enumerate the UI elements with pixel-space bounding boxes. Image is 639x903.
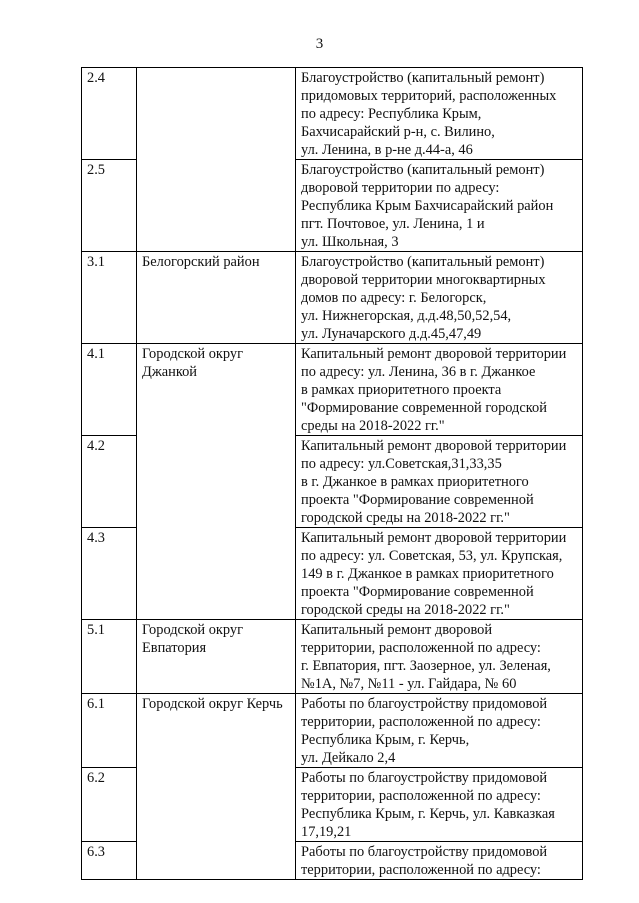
description-line: ул. Луначарского д.д.45,47,49 <box>301 326 482 342</box>
description-line: городской среды на 2018-2022 гг." <box>301 510 510 526</box>
table-row <box>82 620 583 694</box>
description-line: по адресу: ул. Советская, 53, ул. Крупская, <box>301 548 563 564</box>
municipality-cell: Городской округ Керчь <box>137 694 296 880</box>
row-number: 5.1 <box>82 620 137 694</box>
works-table-body <box>82 68 583 880</box>
description-line: Республика Крым, г. Керчь, ул. Кавказкая <box>301 806 555 822</box>
municipality-cell: Городской округ Джанкой <box>137 344 296 620</box>
table-row <box>82 694 583 768</box>
description-line: Капитальный ремонт дворовой территории <box>301 346 567 362</box>
description-line: по адресу: ул.Советская,31,33,35 <box>301 456 502 472</box>
description-line: территории, расположенной по адресу: <box>301 714 541 730</box>
row-number: 6.3 <box>82 842 137 880</box>
description-line: ул. Нижнегорская, д.д.48,50,52,54, <box>301 308 512 324</box>
municipality-cell: Городской округ Евпатория <box>137 620 296 694</box>
work-description-cell <box>296 68 583 160</box>
work-description-cell <box>296 344 583 436</box>
work-description-cell <box>296 620 583 694</box>
description-line: домов по адресу: г. Белогорск, <box>301 290 487 306</box>
description-line: ул. Ленина, в р-не д.44-а, 46 <box>301 142 473 158</box>
description-line: г. Евпатория, пгт. Заозерное, ул. Зеленая, <box>301 658 551 674</box>
description-line: Капитальный ремонт дворовой территории <box>301 530 567 546</box>
work-description-cell <box>296 436 583 528</box>
row-number: 6.1 <box>82 694 137 768</box>
description-line: Республика Крым Бахчисарайский район <box>301 198 554 214</box>
description-line: проекта "Формирование современной <box>301 492 534 508</box>
municipality-cell <box>137 68 296 252</box>
description-line: Благоустройство (капитальный ремонт) <box>301 254 545 270</box>
row-number: 6.2 <box>82 768 137 842</box>
description-line: Благоустройство (капитальный ремонт) <box>301 162 545 178</box>
description-line: придомовых территорий, расположенных <box>301 88 557 104</box>
description-line: Республика Крым, г. Керчь, <box>301 732 470 748</box>
description-line: территории, расположенной по адресу: <box>301 788 541 804</box>
description-line: 149 в г. Джанкое в рамках приоритетного <box>301 566 554 582</box>
description-line: городской среды на 2018-2022 гг." <box>301 602 510 618</box>
description-line: "Формирование современной городской <box>301 400 547 416</box>
description-line: 17,19,21 <box>301 824 352 840</box>
description-line: пгт. Почтовое, ул. Ленина, 1 и <box>301 216 485 232</box>
row-number: 2.4 <box>82 68 137 160</box>
row-number: 4.1 <box>82 344 137 436</box>
table-row <box>82 68 583 160</box>
description-line: дворовой территории по адресу: <box>301 180 500 196</box>
description-line: №1А, №7, №11 - ул. Гайдара, № 60 <box>301 676 517 692</box>
description-line: по адресу: Республика Крым, <box>301 106 482 122</box>
page-number: 3 <box>315 36 324 52</box>
work-description-cell <box>296 842 583 880</box>
work-description-cell <box>296 528 583 620</box>
description-line: по адресу: ул. Ленина, 36 в г. Джанкое <box>301 364 536 380</box>
work-description-cell <box>296 694 583 768</box>
description-line: территории, расположенной по адресу: <box>301 640 541 656</box>
row-number: 3.1 <box>82 252 137 344</box>
municipality-cell: Белогорский район <box>137 252 296 344</box>
description-line: среды на 2018-2022 гг." <box>301 418 445 434</box>
description-line: Капитальный ремонт дворовой территории <box>301 438 567 454</box>
description-line: Благоустройство (капитальный ремонт) <box>301 70 545 86</box>
description-line: Работы по благоустройству придомовой <box>301 770 548 786</box>
description-line: проекта "Формирование современной <box>301 584 534 600</box>
work-description-cell <box>296 252 583 344</box>
description-line: территории, расположенной по адресу: <box>301 862 541 878</box>
table-row <box>82 252 583 344</box>
row-number: 4.3 <box>82 528 137 620</box>
description-line: ул. Дейкало 2,4 <box>301 750 396 766</box>
description-line: Работы по благоустройству придомовой <box>301 844 548 860</box>
work-description-cell <box>296 160 583 252</box>
works-table <box>81 67 583 880</box>
description-line: Работы по благоустройству придомовой <box>301 696 548 712</box>
description-line: Капитальный ремонт дворовой <box>301 622 493 638</box>
work-description-cell <box>296 768 583 842</box>
description-line: в рамках приоритетного проекта <box>301 382 502 398</box>
description-line: ул. Школьная, 3 <box>301 234 399 250</box>
row-number: 2.5 <box>82 160 137 252</box>
table-row <box>82 344 583 436</box>
description-line: в г. Джанкое в рамках приоритетного <box>301 474 529 490</box>
description-line: Бахчисарайский р-н, с. Вилино, <box>301 124 495 140</box>
description-line: дворовой территории многоквартирных <box>301 272 546 288</box>
row-number: 4.2 <box>82 436 137 528</box>
